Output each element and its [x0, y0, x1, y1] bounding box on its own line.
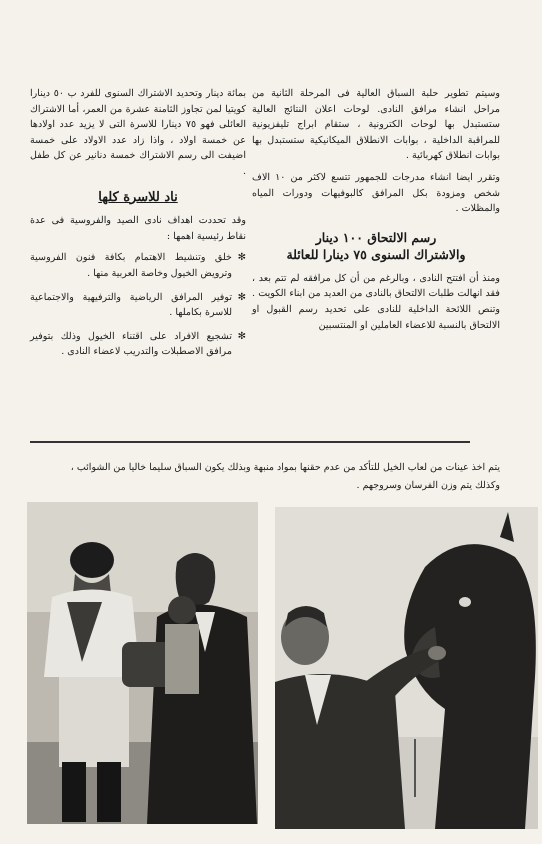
- right-para-3: ومنذ أن افتتح النادى ، وبالرغم من أن كل مرافقه لم تتم بعد ، فقد انهالت طلبات الالتحاق بالنادى من العديد من ابناء الكويت . وتنص اللائحة الداخلية للنادى على تحديد رسم القبول او الالتحاق بالنسبة للاعضاء العاملين او المنتسبين: [252, 272, 500, 331]
- right-para-2: وتقرر ايضا انشاء مدرجات للجمهور تتسع لاكثر من ١٠ الاف شخص ومزودة بكل المرافق كالبوفيهات ودورات المياه والمظلات .: [252, 171, 500, 215]
- bullet-item: [30, 290, 246, 321]
- bullet-item: [30, 250, 246, 281]
- jockey-photo-illustration: [27, 502, 258, 824]
- photo-horse-saliva-test: [275, 507, 538, 829]
- asterisk-icon: ✻: [237, 330, 246, 342]
- asterisk-icon: ✻: [237, 252, 246, 264]
- fees-heading: [252, 229, 500, 263]
- bullet-text: تشجيع الافراد على اقتناء الخيول وذلك بتوفير مرافق الاصطبلات والتدريب لاعضاء النادى .: [30, 330, 232, 358]
- family-club-heading: ناد للاسرة كلها: [98, 189, 178, 205]
- asterisk-icon: ✻: [237, 291, 246, 303]
- left-column: [30, 86, 246, 368]
- horse-photo-illustration: [275, 507, 538, 829]
- fees-heading-line-1: رسم الالتحاق ١٠٠ دينار: [315, 229, 437, 245]
- left-para-1: بمائة دينار وتحديد الاشتراك السنوى للفرد ب ٥٠ دينارا كويتيا لمن تجاوز الثامنة عشرة من العمر، أما الاشتراك العائلى فهو ٧٥ دينارا للاسرة التى لا يزيد عدد اولادها عن خمسة اولاد ، واذا زاد عدد الاولاد على خمسة اضيفت الى رسم الاشتراك خمسة دنانير عن كل طفل .: [30, 88, 247, 177]
- right-column: [252, 86, 500, 339]
- photo-jockey-weighing: [27, 502, 258, 824]
- bullet-item: [30, 329, 246, 360]
- bullet-text: خلق وتنشيط الاهتمام بكافة فنون الفروسية وترويض الخيول وخاصة العربية منها .: [30, 252, 232, 279]
- fees-heading-line-2: والاشتراك السنوى ٧٥ دينارا للعائلة: [286, 246, 466, 262]
- right-para-1: وسيتم تطوير حلبة السباق العالية فى المرحلة الثانية من مراحل انشاء مرافق النادى. لوحات اعلان النتائج العالية ستستبدل بها لوحات الكترونية ، ستقام ابراج تليفزيونية للمراقبة الداخلية ، بوابات الانطلاق الميكانيكية ستستبدل بها بوابات انطلاق كهربائية .: [252, 88, 500, 162]
- left-para-2: وقد تحددت اهداف نادى الصيد والفروسية فى عدة نقاط رئيسية اهمها :: [30, 215, 246, 242]
- section-divider: [30, 441, 470, 443]
- bullet-text: توفير المرافق الرياضية والترفيهية والاجتماعية للاسرة بكاملها .: [30, 291, 232, 319]
- photo-caption: يتم اخذ عينات من لعاب الخيل للتأكد من عدم حقنها بمواد منبهة وبذلك يكون السباق سليما خاليا من الشوائب ، وكذلك يتم وزن الفرسان وسروجهم .: [70, 462, 500, 491]
